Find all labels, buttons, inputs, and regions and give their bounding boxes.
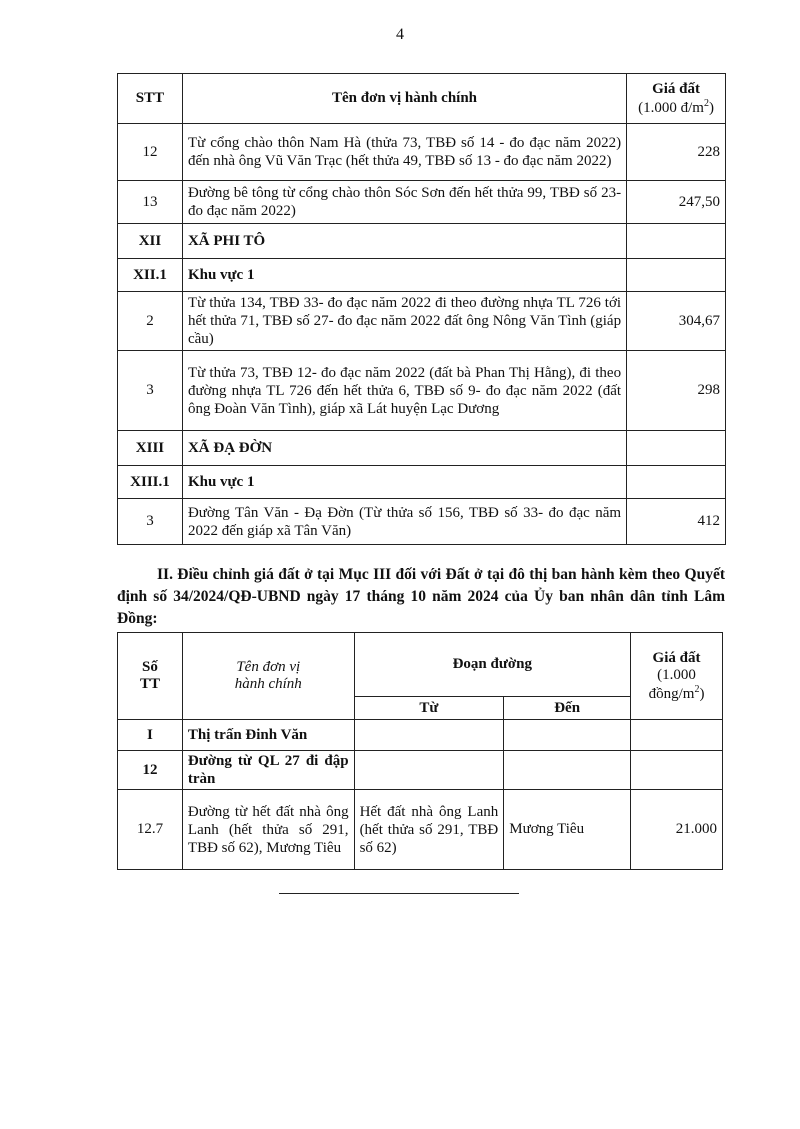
table-row: 12 Đường từ QL 27 đi đập tràn bbox=[118, 751, 723, 790]
table-row: 2 Từ thửa 134, TBĐ 33- đo đạc năm 2022 đi theo đường nhựa TL 726 tới hết thửa 71, TBĐ số 27- đo đạc năm 2022 đất ông Nông Văn Tình (giáp cầu) 304,67 bbox=[118, 292, 726, 351]
header-stt: STT bbox=[118, 74, 183, 124]
table-row: 13 Đường bê tông từ cổng chào thôn Sóc Sơn đến hết thửa 99, TBĐ số 23- đo đạc năm 2022) 247,50 bbox=[118, 181, 726, 224]
header-price: Giá đất (1.000 $đ/m^2$) bbox=[627, 74, 726, 124]
closing-rule bbox=[279, 893, 519, 894]
table-row: I Thị trấn Đinh Văn bbox=[118, 720, 723, 751]
header-to: Đến bbox=[504, 697, 631, 720]
land-price-table-2 bbox=[117, 632, 723, 870]
table-row: XII.1 Khu vực 1 bbox=[118, 259, 726, 292]
page-number: 4 bbox=[396, 26, 404, 43]
table-header-row bbox=[118, 74, 726, 124]
header-name: Tên đơn vị hành chính bbox=[182, 74, 626, 124]
table-row: XII XÃ PHI TÔ bbox=[118, 224, 726, 259]
table-row: 12.7 Đường từ hết đất nhà ông Lanh (hết thửa số 291, TBĐ số 62), Mương Tiêu Hết đất nhà ông Lanh (hết thửa số 291, TBĐ số 62) Mương Tiêu 21.000 bbox=[118, 790, 723, 870]
land-price-table-1 bbox=[117, 73, 726, 545]
header-road: Đoạn đường bbox=[354, 633, 630, 697]
table-row: 3 Đường Tân Văn - Đạ Đờn (Từ thửa số 156, TBĐ số 33- đo đạc năm 2022 đến giáp xã Tân Văn) 412 bbox=[118, 499, 726, 545]
table-row: XIII.1 Khu vực 1 bbox=[118, 466, 726, 499]
table-row: 12 Từ cổng chào thôn Nam Hà (thửa 73, TBĐ số 14 - đo đạc năm 2022) đến nhà ông Vũ Văn Trạc (hết thửa 49, TBĐ số 13 - đo đạc năm 2022) 228 bbox=[118, 124, 726, 181]
header-name: Tên đơn vị hành chính bbox=[182, 633, 354, 720]
section-ii-paragraph: II. Điều chỉnh giá đất ở tại Mục III đối với Đất ở tại đô thị ban hành kèm theo Quyết định số 34/2024/QĐ-UBND ngày 17 tháng 10 năm 2024 của Ủy ban nhân dân tỉnh Lâm Đồng: bbox=[117, 566, 725, 627]
header-from: Từ bbox=[354, 697, 504, 720]
header-stt: Số TT bbox=[118, 633, 183, 720]
table-row: XIII XÃ ĐẠ ĐỜN bbox=[118, 431, 726, 466]
table-header-row bbox=[118, 633, 723, 697]
table-row: 3 Từ thửa 73, TBĐ 12- đo đạc năm 2022 (đất bà Phan Thị Hằng), đi theo đường nhựa TL 726 đến hết thửa 6, TBĐ số 9- đo đạc năm 2022 (đất ông Đoàn Văn Tình), giáp xã Lát huyện Lạc Dương 298 bbox=[118, 351, 726, 431]
header-price: Giá đất (1.000 đồng/$m^2$) bbox=[631, 633, 723, 720]
